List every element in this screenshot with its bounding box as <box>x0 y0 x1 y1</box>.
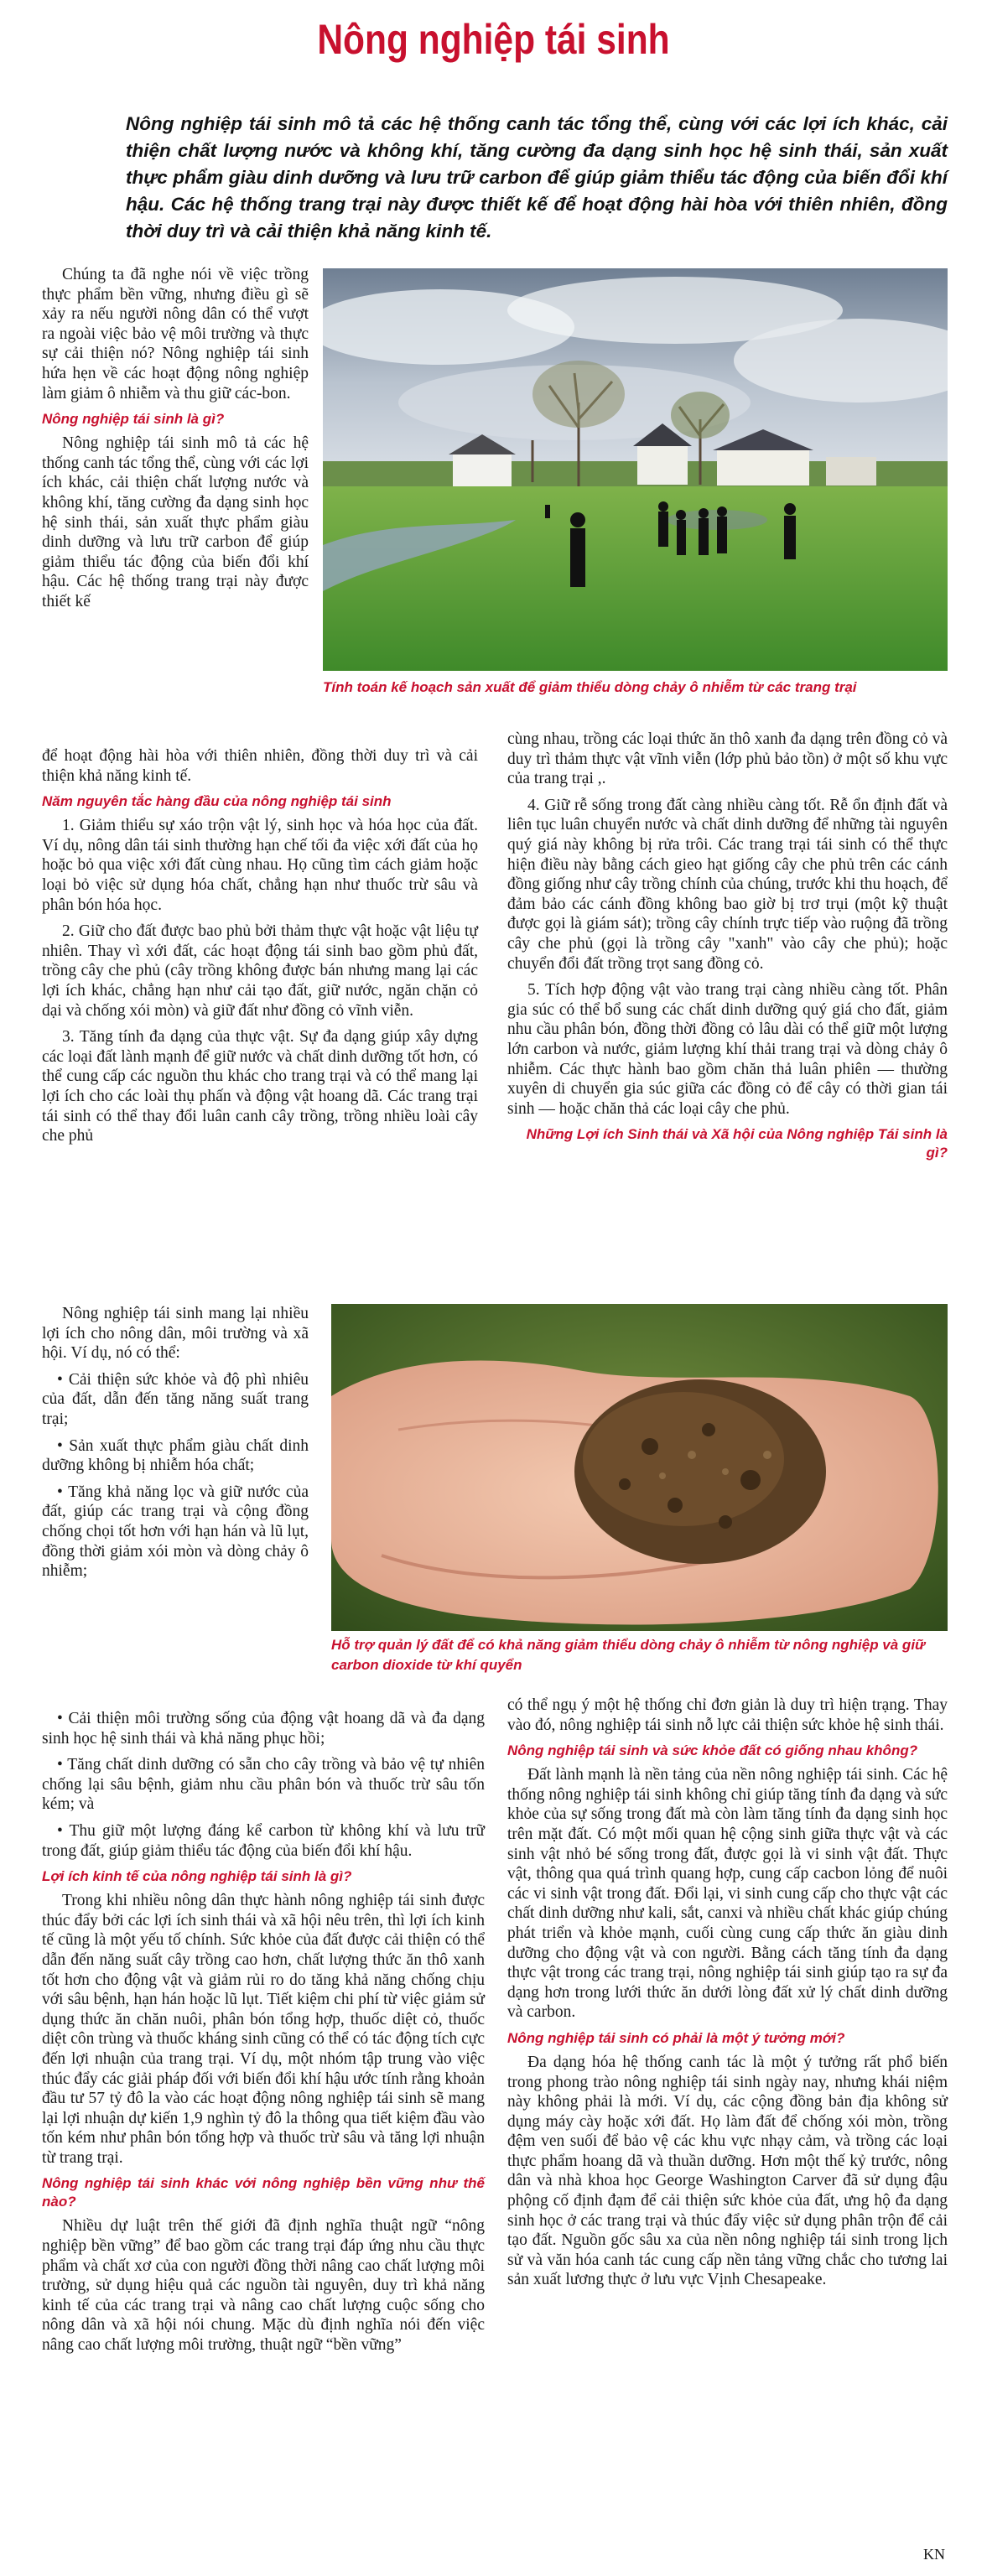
benefits-intro: Nông nghiệp tái sinh mang lại nhiều lợi ích cho nông dân, môi trường và xã hội. Ví dụ, nó có thể: <box>42 1305 309 1363</box>
author-signature: KN <box>923 2546 945 2563</box>
list-item: • Tăng khả năng lọc và giữ nước của đất, giúp các trang trại và cộng đồng chống chọi tốt hơn với hạn hán và lũ lụt, đồng thời giảm xói mòn và dòng chảy ô nhiễm; <box>42 1483 309 1581</box>
sustainable-paragraph-1: Nhiều dự luật trên thế giới đã định nghĩa thuật ngữ “nông nghiệp bền vững” để bao gồm các trang trại đáp ứng nhu cầu thực phẩm và chất xơ của con người đồng thời nâng cao chất lượng môi trường, sử dụng hiệu quả các nguồn tài nguyên, duy trì khả năng kinh tế của các trang trại và nâng cao chất lượng cuộc sống cho nông dân và xã hội nói chung. Mặc dù định nghĩa nói đến việc nâng cao chất lượng môi trường, thuật ngữ “bền vững” <box>42 2217 485 2355</box>
list-item: • Cải thiện môi trường sống của động vật hoang dã và đa dạng sinh học hệ sinh thái và khả năng phục hồi; <box>42 1710 485 1748</box>
left-column-top <box>42 265 309 619</box>
list-item: • Thu giữ một lượng đáng kể carbon từ không khí và lưu trữ trong đất, giúp giảm thiểu tác động của biến đổi khí hậu. <box>42 1821 485 1860</box>
heading-economic: Lợi ích kinh tế của nông nghiệp tái sinh là gì? <box>42 1868 352 1885</box>
what-is-paragraph-start: Nông nghiệp tái sinh mô tả các hệ thống canh tác tổng thể, cùng với các lợi ích khác, cải thiện chất lượng nước và không khí, tăng cường đa dạng sinh học hệ sinh thái, sản xuất thực phẩm giàu dinh dưỡng và lưu trữ carbon để giúp giảm thiểu tác động của biến đổi khí hậu. Các hệ thống trang trại này được thiết kế <box>42 434 309 610</box>
right-column-mid <box>507 730 948 1167</box>
right-column-bottom <box>507 1696 948 2297</box>
photo1-caption: Tính toán kế hoạch sản xuất để giảm thiểu dòng chảy ô nhiễm từ các trang trại <box>323 679 857 695</box>
what-is-paragraph-end: để hoạt động hài hòa với thiên nhiên, đồng thời duy trì và cải thiện khả năng kinh tế. <box>42 747 478 785</box>
principle-2: 2. Giữ cho đất được bao phủ bởi thảm thực vật hoặc vật liệu tự nhiên. Thay vì xới đất, các hoạt động tái sinh bao gồm phủ đất, trồng cây che phủ (cây trồng không được bán nhưng mang lại các lợi ích khác, chẳng hạn như cải tạo đất, giữ nước, ngăn chặn cỏ dại và chống xói mòn) và giữ đất như đồng cỏ vĩnh viễn. <box>42 922 478 1020</box>
heading-sustainable: Nông nghiệp tái sinh khác với nông nghiệp bền vững như thế nào? <box>42 2175 485 2210</box>
principle-4: 4. Giữ rễ sống trong đất càng nhiều càng tốt. Rễ ổn định đất và liên tục luân chuyển nước và chất dinh dưỡng để những tài nguyên quý giá này không bị rửa trôi. Các trang trại tái sinh có thể thực hiện điều này bằng cách gieo hạt giống cây che phủ trên các cánh đồng giống như cây trồng chính của chúng, trước khi thu hoạch, để đảm bảo các cánh đồng không bao giờ bị trơ trụi (một kỹ thuật được gọi là giám sát); trồng cây chính trực tiếp vào ruộng đã trồng cây che phủ (gọi là trồng cây "xanh" vào cây che phủ); hoặc chuyển đổi đất trồng trọt sang đồng cỏ. <box>507 796 948 973</box>
economic-paragraph: Trong khi nhiều nông dân thực hành nông nghiệp tái sinh được thúc đẩy bởi các lợi ích sinh thái và xã hội nêu trên, thì lợi ích kinh tế cũng là một yếu tố chính. Sức khỏe của đất được cải thiện có thể dẫn đến năng suất cây trồng cao hơn, chất lượng thức ăn thô xanh tốt hơn cho động vật và giảm rủi ro do tăng khả năng chống chịu với sâu bệnh, hạn hán hoặc lũ lụt. Tiết kiệm chi phí từ việc giảm sử dụng thức ăn chăn nuôi, phân bón tổng hợp, thuốc diệt cỏ, thuốc diệt côn trùng và thuốc kháng sinh cũng có thể có tác động tích cực đến lợi nhuận của trang trại. Ví dụ, một nhóm tập trung vào việc thúc đẩy các giải pháp đối với biến đổi khí hậu ước tính rằng khoản đầu tư 57 tỷ đô la vào các hoạt động nông nghiệp tái sinh sẽ mang lại lợi nhuận dự kiến 1,9 nghìn tỷ đô la thông qua tiết kiệm đầu vào tốn kém như phân bón tổng hợp và thuốc trừ sâu và tăng lợi nhuận từ trang trại. <box>42 1892 485 2167</box>
new-idea-paragraph: Đa dạng hóa hệ thống canh tác là một ý tưởng rất phổ biến trong phong trào nông nghiệp tái sinh ngày nay, nhưng khái niệm này không phải là mới. Ví dụ, các cộng đồng bản địa không sử dụng máy cày hoặc xới đất. Họ làm đất để chống xói mòn, trồng đệm ven suối để bảo vệ các khu vực nhạy cảm, và trồng các loại thực phẩm hoang dã và thuần dưỡng. Hơn một thế kỷ trước, nông dân và nhà khoa học George Washington Carver đã sử dụng đậu phộng cố định đạm để cải thiện sức khỏe của đất, ưng hộ đa dạng sinh học ở các trang trại và thúc đẩy việc sử dụng phân trộn để cải tạo đất. Nguồn gốc sâu xa của nền nông nghiệp tái sinh trong lịch sử và văn hóa canh tác cung cấp nền tảng vững chắc cho tương lai sản xuất lương thực ở lưu vực Vịnh Chesapeake. <box>507 2053 948 2289</box>
intro-paragraph: Chúng ta đã nghe nói về việc trồng thực phẩm bền vững, nhưng điều gì sẽ xảy ra nếu người nông dân có thể vượt ra ngoài việc bảo vệ môi trường và thực sự cải thiện nó? Nông nghiệp tái sinh hứa hẹn về các hoạt động nông nghiệp làm giảm ô nhiễm và thu giữ các-bon. <box>42 266 309 402</box>
sustainable-paragraph-2: có thể ngụ ý một hệ thống chỉ đơn giản là duy trì hiện trạng. Thay vào đó, nông nghiệp tái sinh nỗ lực cải thiện sức khỏe hệ sinh thái. <box>507 1696 948 1734</box>
soil-hand-photo <box>331 1304 948 1631</box>
farm-field-illustration <box>323 268 948 671</box>
soil-hand-illustration <box>331 1304 948 1631</box>
left-column-benefits <box>42 1304 309 1588</box>
photo2-caption: Hỗ trợ quản lý đất để có khả năng giảm thiểu dòng chảy ô nhiễm từ nông nghiệp và giữ carbon dioxide từ khí quyển <box>331 1637 926 1673</box>
list-item: • Sản xuất thực phẩm giàu chất dinh dưỡng không bị nhiễm hóa chất; <box>42 1436 309 1475</box>
benefits-list-continued <box>42 1709 485 1861</box>
left-column-mid <box>42 746 478 1153</box>
heading-five-principles: Năm nguyên tắc hàng đầu của nông nghiệp tái sinh <box>42 793 392 810</box>
principle-5: 5. Tích hợp động vật vào trang trại càng nhiều càng tốt. Phân gia súc có thể bổ sung các chất dinh dưỡng quý giá cho đất, giảm nhu cầu phân bón, đồng thời đồng cỏ lâu dài có thể giữ một lượng lớn carbon và nước, giảm lượng khí thải trang trại và dòng chảy ô nhiễm. Các thực hành bao gồm chăn thả luân phiên — thường xuyên di chuyển gia súc giữa các đồng cỏ để cây có thời gian tái sinh — hoặc chăn thả các loại cây che phủ. <box>507 981 948 1118</box>
heading-benefits: Những Lợi ích Sinh thái và Xã hội của Nông nghiệp Tái sinh là gì? <box>526 1126 948 1161</box>
list-item: • Cải thiện sức khỏe và độ phì nhiêu của đất, dẫn đến tăng năng suất trang trại; <box>42 1370 309 1428</box>
page-title: Nông nghiệp tái sinh <box>317 16 670 63</box>
heading-soil-health: Nông nghiệp tái sinh và sức khỏe đất có giống nhau không? <box>507 1742 918 1759</box>
heading-what-is: Nông nghiệp tái sinh là gì? <box>42 411 225 428</box>
principle-1: 1. Giảm thiểu sự xáo trộn vật lý, sinh học và hóa học của đất. Ví dụ, nông dân tái sinh thường hạn chế tối đa việc xới đất của họ hoặc bỏ qua việc xới đất cùng nhau. Họ cũng tìm cách giảm hoặc loại bỏ việc sử dụng hóa chất, chẳng hạn như thuốc trừ sâu và phân bón hóa học. <box>42 817 478 914</box>
farm-field-photo <box>323 268 948 671</box>
principle-3b: cùng nhau, trồng các loại thức ăn thô xanh đa dạng trên đồng cỏ và duy trì thảm thực vật vĩnh viễn (lớp phủ bảo tồn) ở một số khu vực của trang trại ,. <box>507 730 948 788</box>
left-column-bottom <box>42 1709 485 2362</box>
heading-new-idea: Nông nghiệp tái sinh có phải là một ý tưởng mới? <box>507 2029 845 2046</box>
benefits-list <box>42 1370 309 1581</box>
list-item: • Tăng chất dinh dưỡng có sẵn cho cây trồng và bảo vệ tự nhiên chống lại sâu bệnh, giảm nhu cầu phân bón và thuốc trừ sâu tốn kém; và <box>42 1756 485 1814</box>
soil-paragraph: Đất lành mạnh là nền tảng của nền nông nghiệp tái sinh. Các hệ thống nông nghiệp tái sinh không chỉ giúp tăng tính đa dạng và sức khỏe của sự sống trong đất mà còn làm tăng tính đa dạng sinh học trên mặt đất. Có một mối quan hệ cộng sinh giữa thực vật và các sinh vật nhỏ bé sống trong đất, được gọi là vi sinh vật đất. Thực vật, thông qua quá trình quang hợp, cung cấp cacbon lỏng để nuôi các vi sinh vật trong đất. Đổi lại, vi sinh cung cấp cho thực vật các chất dinh dưỡng như kali, sắt, canxi và nhiều chất khác giúp chúng phát triển và khỏe mạnh, cuối cùng cung cấp thức ăn giàu dinh dưỡng cho động vật và con người. Bằng cách tăng tính đa dạng thực vật trong các trang trại, nông nghiệp tái sinh giúp tạo ra sự đa dạng hơn trong lưới thức ăn dưới lòng đất xử lý chất dinh dưỡng và carbon. <box>507 1766 948 2022</box>
lead-paragraph: Nông nghiệp tái sinh mô tả các hệ thống canh tác tổng thể, cùng với các lợi ích khác, cải thiện chất lượng nước và không khí, tăng cường đa dạng sinh học hệ sinh thái, sản xuất thực phẩm giàu dinh dưỡng và lưu trữ carbon để giúp giảm thiểu tác động của biến đổi khí hậu. Các hệ thống trang trại này được thiết kế để hoạt động hài hòa với thiên nhiên, đồng thời duy trì và cải thiện khả năng kinh tế. <box>126 113 948 242</box>
principle-3a: 3. Tăng tính đa dạng của thực vật. Sự đa dạng giúp xây dựng các loại đất lành mạnh để giữ nước và chất dinh dưỡng tốt hơn, có thể cung cấp các nguồn thu khác cho trang trại và có thể mang lại lợi ích cho các loài thụ phấn và động vật hoang dã. Các trang trại tái sinh có thể thay đổi luân canh cây trồng, trồng nhiều loài cây che phủ <box>42 1028 478 1145</box>
